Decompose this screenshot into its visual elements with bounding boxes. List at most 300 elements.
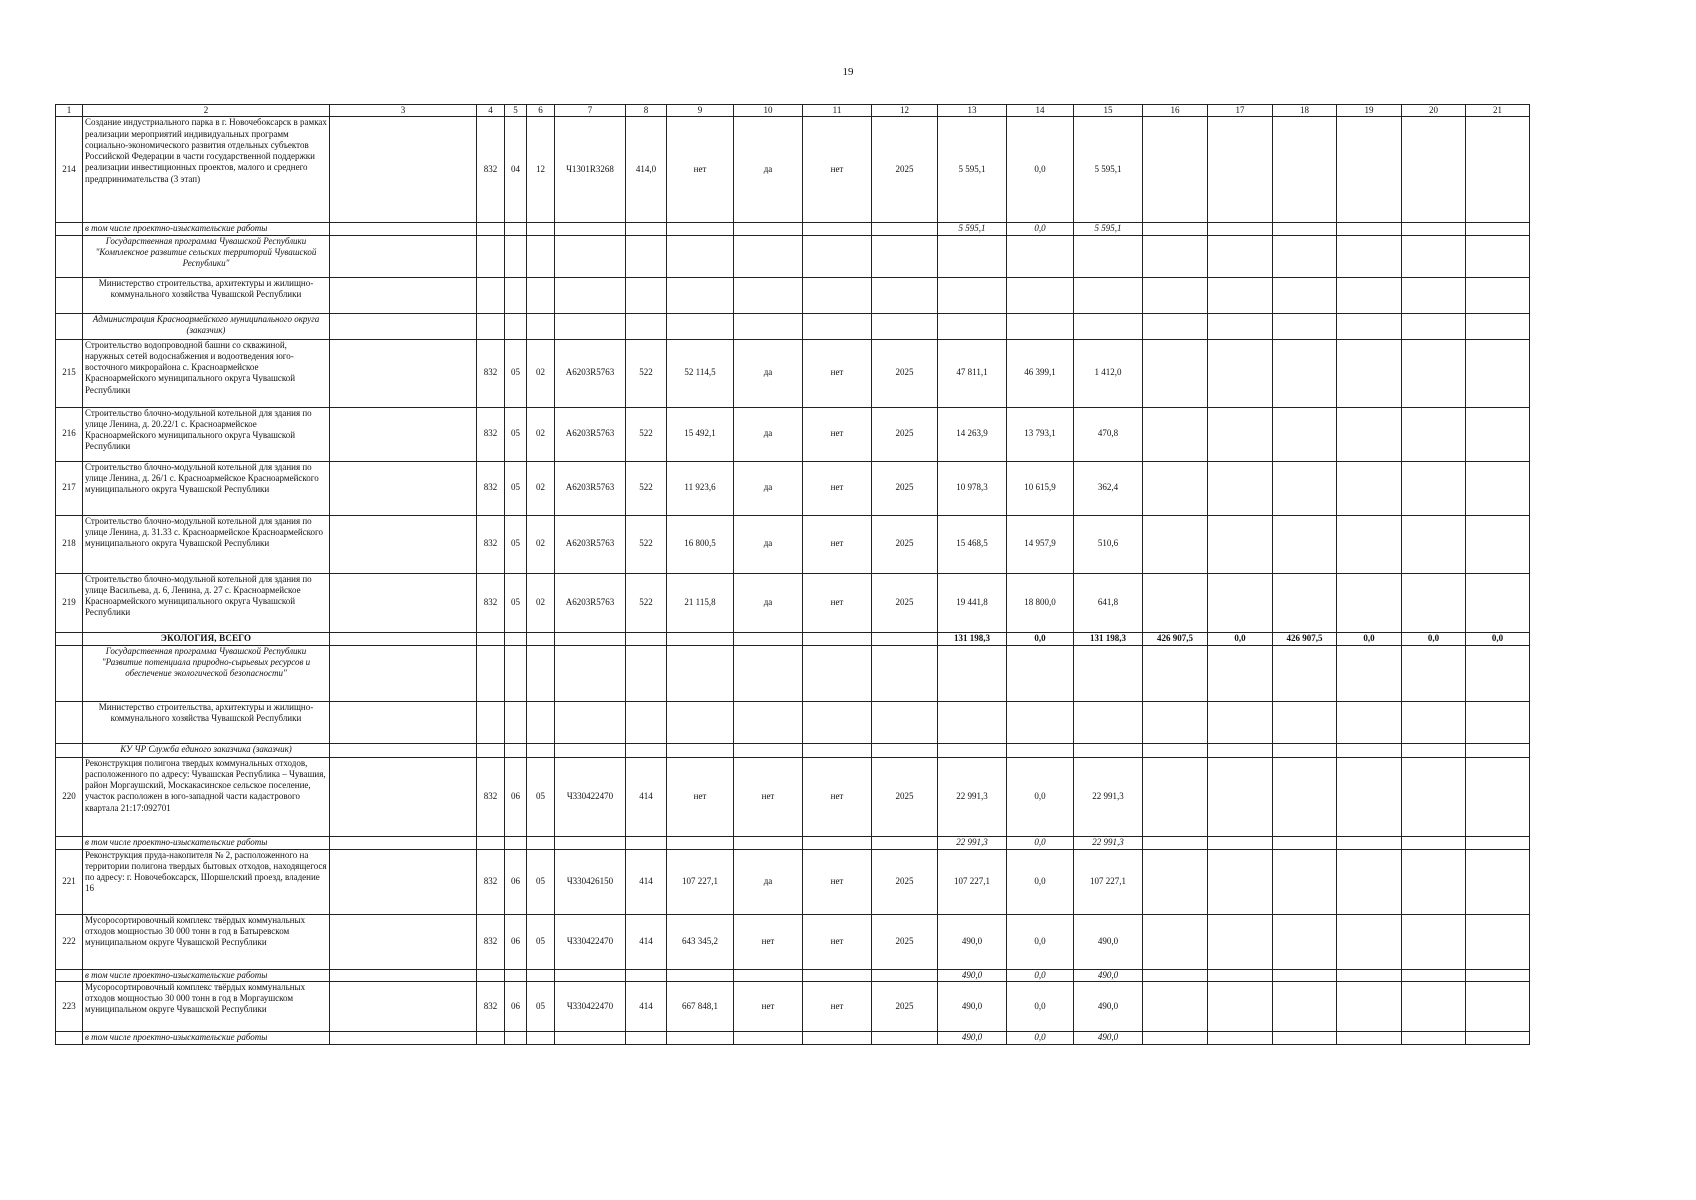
empty-cell xyxy=(330,117,477,223)
empty-cell xyxy=(1273,223,1337,235)
row-number: 215 xyxy=(56,339,83,407)
empty-cell xyxy=(872,277,938,313)
cell-rz: 06 xyxy=(505,981,527,1031)
cell-federal-2025: 0,0 xyxy=(1007,1031,1074,1044)
cell-rz: 06 xyxy=(505,757,527,836)
col-number: 17 xyxy=(1208,105,1273,117)
empty-cell xyxy=(1143,223,1208,235)
empty-cell xyxy=(527,277,555,313)
cell-rz: 04 xyxy=(505,117,527,223)
empty-cell xyxy=(1402,461,1466,515)
cell-pr: 02 xyxy=(527,515,555,573)
cell-year: 2025 xyxy=(872,849,938,914)
empty-cell xyxy=(330,836,477,849)
empty-cell xyxy=(1402,407,1466,461)
cell-c10: да xyxy=(734,117,803,223)
empty-cell xyxy=(1337,515,1402,573)
cell-c11: нет xyxy=(803,981,872,1031)
table-row xyxy=(56,914,1530,969)
cell-rz: 06 xyxy=(505,849,527,914)
empty-cell xyxy=(1273,969,1337,981)
empty-cell xyxy=(667,235,734,277)
empty-cell xyxy=(330,914,477,969)
cell-federal-2025: 0,0 xyxy=(1007,223,1074,235)
empty-cell xyxy=(1337,645,1402,701)
empty-cell xyxy=(1466,339,1530,407)
empty-cell xyxy=(667,1031,734,1044)
empty-cell xyxy=(1337,117,1402,223)
empty-cell xyxy=(1208,836,1273,849)
customer-row xyxy=(56,743,1530,757)
ministry-title: Министерство строительства, архитектуры и жилищно-коммунального хозяйства Чувашской Республики xyxy=(83,701,330,743)
empty-cell xyxy=(555,223,626,235)
empty-cell xyxy=(330,313,477,339)
empty-cell xyxy=(527,1031,555,1044)
object-name: Строительство водопроводной башни со скважиной, наружных сетей водоснабжения и водоотведения юго-восточного микрорайона с. Красноармейское Красноармейского муниципального округа Чувашской Республики xyxy=(83,339,330,407)
cell-vr: 522 xyxy=(626,515,667,573)
table-row xyxy=(56,407,1530,461)
empty-cell xyxy=(938,743,1007,757)
cell-total-2025: 490,0 xyxy=(938,969,1007,981)
empty-cell xyxy=(1208,461,1273,515)
empty-cell xyxy=(330,223,477,235)
cell-rz: 05 xyxy=(505,339,527,407)
empty-cell xyxy=(1466,969,1530,981)
row-number: 221 xyxy=(56,849,83,914)
cell-total-2025: 5 595,1 xyxy=(938,117,1007,223)
empty-cell xyxy=(1208,1031,1273,1044)
cell-vr: 414,0 xyxy=(626,117,667,223)
empty-cell xyxy=(527,313,555,339)
empty-cell xyxy=(803,235,872,277)
empty-cell xyxy=(626,1031,667,1044)
cell-federal-2025: 0,0 xyxy=(1007,836,1074,849)
cell-total-2025: 107 227,1 xyxy=(938,849,1007,914)
empty-cell xyxy=(734,969,803,981)
table-row xyxy=(56,461,1530,515)
empty-cell xyxy=(1402,515,1466,573)
empty-cell xyxy=(555,632,626,645)
cell-regional-2025: 5 595,1 xyxy=(1074,117,1143,223)
row-number: 220 xyxy=(56,757,83,836)
empty-cell xyxy=(626,235,667,277)
cell-c10: да xyxy=(734,573,803,632)
empty-cell xyxy=(477,969,505,981)
empty-cell xyxy=(1007,313,1074,339)
empty-cell xyxy=(1402,313,1466,339)
empty-cell xyxy=(56,701,83,743)
cell-c10: да xyxy=(734,461,803,515)
cell-year: 2025 xyxy=(872,914,938,969)
empty-cell xyxy=(505,969,527,981)
empty-cell xyxy=(734,277,803,313)
object-name: Строительство блочно-модульной котельной для здания по улице Ленина, д. 20.22/1 с. Красноармейское Красноармейского муниципального округа Чувашской Республики xyxy=(83,407,330,461)
empty-cell xyxy=(1466,277,1530,313)
empty-cell xyxy=(1143,743,1208,757)
empty-cell xyxy=(477,836,505,849)
empty-cell xyxy=(1402,573,1466,632)
cell-c11: нет xyxy=(803,407,872,461)
empty-cell xyxy=(527,645,555,701)
empty-cell xyxy=(1208,757,1273,836)
cell-gr: 832 xyxy=(477,914,505,969)
empty-cell xyxy=(803,632,872,645)
empty-cell xyxy=(1143,515,1208,573)
cell-total-2025: 19 441,8 xyxy=(938,573,1007,632)
cell-pr: 05 xyxy=(527,849,555,914)
regional-2027: 0,0 xyxy=(1466,632,1530,645)
empty-cell xyxy=(1143,313,1208,339)
empty-cell xyxy=(1337,461,1402,515)
empty-cell xyxy=(872,645,938,701)
cell-rz: 05 xyxy=(505,407,527,461)
empty-cell xyxy=(734,645,803,701)
total-2027: 0,0 xyxy=(1337,632,1402,645)
empty-cell xyxy=(477,701,505,743)
empty-cell xyxy=(477,632,505,645)
empty-cell xyxy=(527,836,555,849)
program-title: Государственная программа Чувашской Республики "Комплексное развитие сельских территорий Чувашской Республики" xyxy=(83,235,330,277)
table-row xyxy=(56,757,1530,836)
empty-cell xyxy=(1337,969,1402,981)
empty-cell xyxy=(667,223,734,235)
empty-cell xyxy=(330,743,477,757)
cell-gr: 832 xyxy=(477,573,505,632)
col-number: 4 xyxy=(477,105,505,117)
ministry-row xyxy=(56,277,1530,313)
cell-total-2025: 490,0 xyxy=(938,914,1007,969)
empty-cell xyxy=(734,743,803,757)
empty-cell xyxy=(477,277,505,313)
empty-cell xyxy=(803,223,872,235)
empty-cell xyxy=(1402,223,1466,235)
empty-cell xyxy=(56,836,83,849)
empty-cell xyxy=(734,313,803,339)
cell-c9: 643 345,2 xyxy=(667,914,734,969)
empty-cell xyxy=(1402,969,1466,981)
empty-cell xyxy=(330,645,477,701)
empty-cell xyxy=(1273,849,1337,914)
cell-csr: А6203R5763 xyxy=(555,573,626,632)
empty-cell xyxy=(1402,645,1466,701)
empty-cell xyxy=(734,632,803,645)
empty-cell xyxy=(1466,914,1530,969)
total-2025: 131 198,3 xyxy=(938,632,1007,645)
cell-total-2025: 5 595,1 xyxy=(938,223,1007,235)
empty-cell xyxy=(505,701,527,743)
cell-regional-2025: 490,0 xyxy=(1074,969,1143,981)
empty-cell xyxy=(1007,645,1074,701)
empty-cell xyxy=(477,313,505,339)
empty-cell xyxy=(803,645,872,701)
empty-cell xyxy=(505,277,527,313)
empty-cell xyxy=(555,969,626,981)
empty-cell xyxy=(1337,1031,1402,1044)
empty-cell xyxy=(1273,277,1337,313)
empty-cell xyxy=(626,632,667,645)
empty-cell xyxy=(330,849,477,914)
empty-cell xyxy=(667,701,734,743)
col-number: 2 xyxy=(83,105,330,117)
empty-cell xyxy=(938,313,1007,339)
empty-cell xyxy=(555,277,626,313)
empty-cell xyxy=(667,277,734,313)
empty-cell xyxy=(330,969,477,981)
empty-cell xyxy=(1273,407,1337,461)
cell-year: 2025 xyxy=(872,117,938,223)
empty-cell xyxy=(1007,701,1074,743)
cell-federal-2025: 13 793,1 xyxy=(1007,407,1074,461)
design-works-label: в том числе проектно-изыскательские работы xyxy=(83,223,330,235)
empty-cell xyxy=(1208,223,1273,235)
cell-federal-2025: 0,0 xyxy=(1007,981,1074,1031)
cell-vr: 414 xyxy=(626,849,667,914)
cell-rz: 05 xyxy=(505,461,527,515)
cell-year: 2025 xyxy=(872,981,938,1031)
object-name: Строительство блочно-модульной котельной для здания по улице Ленина, д. 31.33 с. Красноармейское Красноармейского муниципального округа Чувашской Республики xyxy=(83,515,330,573)
empty-cell xyxy=(734,1031,803,1044)
col-number: 5 xyxy=(505,105,527,117)
empty-cell xyxy=(527,969,555,981)
empty-cell xyxy=(1466,461,1530,515)
empty-cell xyxy=(56,969,83,981)
cell-pr: 05 xyxy=(527,757,555,836)
object-name: Реконструкция пруда-накопителя № 2, расположенного на территории полигона твердых бытовых отходов, находящегося по адресу: г. Новочебоксарск, Шоршелский проезд, владение 16 xyxy=(83,849,330,914)
cell-rz: 05 xyxy=(505,573,527,632)
cell-regional-2025: 490,0 xyxy=(1074,914,1143,969)
cell-pr: 05 xyxy=(527,914,555,969)
cell-federal-2025: 0,0 xyxy=(1007,757,1074,836)
empty-cell xyxy=(1273,645,1337,701)
cell-pr: 05 xyxy=(527,981,555,1031)
empty-cell xyxy=(872,632,938,645)
empty-cell xyxy=(1466,701,1530,743)
empty-cell xyxy=(1208,407,1273,461)
table-row xyxy=(56,573,1530,632)
cell-c10: да xyxy=(734,849,803,914)
empty-cell xyxy=(1208,313,1273,339)
customer-row xyxy=(56,313,1530,339)
empty-cell xyxy=(1074,235,1143,277)
empty-cell xyxy=(505,743,527,757)
empty-cell xyxy=(1208,515,1273,573)
cell-csr: Ч330422470 xyxy=(555,914,626,969)
empty-cell xyxy=(1273,117,1337,223)
col-number: 15 xyxy=(1074,105,1143,117)
cell-pr: 02 xyxy=(527,407,555,461)
empty-cell xyxy=(1273,461,1337,515)
empty-cell xyxy=(1402,339,1466,407)
empty-cell xyxy=(505,836,527,849)
cell-total-2025: 47 811,1 xyxy=(938,339,1007,407)
federal-2027: 0,0 xyxy=(1402,632,1466,645)
empty-cell xyxy=(330,981,477,1031)
empty-cell xyxy=(56,277,83,313)
cell-vr: 522 xyxy=(626,461,667,515)
design-works-row xyxy=(56,1031,1530,1044)
empty-cell xyxy=(330,1031,477,1044)
table-row xyxy=(56,981,1530,1031)
cell-year: 2025 xyxy=(872,461,938,515)
empty-cell xyxy=(1143,969,1208,981)
empty-cell xyxy=(734,223,803,235)
cell-vr: 522 xyxy=(626,573,667,632)
empty-cell xyxy=(330,515,477,573)
design-works-row xyxy=(56,969,1530,981)
empty-cell xyxy=(1143,339,1208,407)
empty-cell xyxy=(1466,743,1530,757)
empty-cell xyxy=(1337,757,1402,836)
empty-cell xyxy=(1466,117,1530,223)
empty-cell xyxy=(56,235,83,277)
cell-vr: 414 xyxy=(626,981,667,1031)
empty-cell xyxy=(477,223,505,235)
object-name: Мусоросортировочный комплекс твёрдых коммунальных отходов мощностью 30 000 тонн в год в Моргаушском муниципальном округе Чувашской Республики xyxy=(83,981,330,1031)
cell-regional-2025: 22 991,3 xyxy=(1074,757,1143,836)
cell-regional-2025: 490,0 xyxy=(1074,981,1143,1031)
col-number: 16 xyxy=(1143,105,1208,117)
empty-cell xyxy=(555,836,626,849)
cell-federal-2025: 10 615,9 xyxy=(1007,461,1074,515)
col-number: 14 xyxy=(1007,105,1074,117)
cell-regional-2025: 107 227,1 xyxy=(1074,849,1143,914)
empty-cell xyxy=(803,1031,872,1044)
empty-cell xyxy=(1273,701,1337,743)
empty-cell xyxy=(56,645,83,701)
empty-cell xyxy=(626,223,667,235)
empty-cell xyxy=(477,743,505,757)
empty-cell xyxy=(1337,914,1402,969)
empty-cell xyxy=(527,632,555,645)
empty-cell xyxy=(626,969,667,981)
empty-cell xyxy=(1143,277,1208,313)
cell-total-2025: 10 978,3 xyxy=(938,461,1007,515)
cell-year: 2025 xyxy=(872,757,938,836)
cell-total-2025: 22 991,3 xyxy=(938,757,1007,836)
empty-cell xyxy=(1007,743,1074,757)
empty-cell xyxy=(1402,235,1466,277)
cell-regional-2025: 22 991,3 xyxy=(1074,836,1143,849)
empty-cell xyxy=(330,757,477,836)
empty-cell xyxy=(505,235,527,277)
table-row xyxy=(56,515,1530,573)
cell-federal-2025: 0,0 xyxy=(1007,849,1074,914)
empty-cell xyxy=(667,969,734,981)
empty-cell xyxy=(1143,701,1208,743)
empty-cell xyxy=(872,223,938,235)
empty-cell xyxy=(667,313,734,339)
empty-cell xyxy=(1208,339,1273,407)
cell-csr: Ч330422470 xyxy=(555,757,626,836)
row-number: 222 xyxy=(56,914,83,969)
empty-cell xyxy=(1208,701,1273,743)
empty-cell xyxy=(1466,1031,1530,1044)
cell-federal-2025: 46 399,1 xyxy=(1007,339,1074,407)
empty-cell xyxy=(1466,515,1530,573)
empty-cell xyxy=(527,223,555,235)
cell-federal-2025: 14 957,9 xyxy=(1007,515,1074,573)
cell-c11: нет xyxy=(803,849,872,914)
empty-cell xyxy=(1143,461,1208,515)
row-number: 219 xyxy=(56,573,83,632)
empty-cell xyxy=(1466,757,1530,836)
cell-c10: да xyxy=(734,407,803,461)
federal-2025: 0,0 xyxy=(1007,632,1074,645)
empty-cell xyxy=(1208,849,1273,914)
cell-federal-2025: 18 800,0 xyxy=(1007,573,1074,632)
empty-cell xyxy=(527,743,555,757)
cell-gr: 832 xyxy=(477,117,505,223)
empty-cell xyxy=(938,277,1007,313)
empty-cell xyxy=(1208,981,1273,1031)
empty-cell xyxy=(56,313,83,339)
empty-cell xyxy=(1208,117,1273,223)
empty-cell xyxy=(330,407,477,461)
empty-cell xyxy=(1337,981,1402,1031)
empty-cell xyxy=(555,645,626,701)
empty-cell xyxy=(1337,235,1402,277)
empty-cell xyxy=(626,743,667,757)
empty-cell xyxy=(330,701,477,743)
empty-cell xyxy=(56,1031,83,1044)
empty-cell xyxy=(1273,914,1337,969)
table-row xyxy=(56,849,1530,914)
empty-cell xyxy=(938,235,1007,277)
empty-cell xyxy=(555,235,626,277)
cell-c10: нет xyxy=(734,757,803,836)
col-number: 13 xyxy=(938,105,1007,117)
cell-c11: нет xyxy=(803,515,872,573)
ecology-total-label: ЭКОЛОГИЯ, ВСЕГО xyxy=(83,632,330,645)
cell-c9: нет xyxy=(667,117,734,223)
empty-cell xyxy=(330,573,477,632)
empty-cell xyxy=(1273,313,1337,339)
cell-vr: 522 xyxy=(626,407,667,461)
cell-gr: 832 xyxy=(477,339,505,407)
cell-regional-2025: 641,8 xyxy=(1074,573,1143,632)
empty-cell xyxy=(1337,339,1402,407)
cell-c9: 52 114,5 xyxy=(667,339,734,407)
empty-cell xyxy=(1143,914,1208,969)
empty-cell xyxy=(1466,313,1530,339)
empty-cell xyxy=(56,743,83,757)
col-number: 11 xyxy=(803,105,872,117)
empty-cell xyxy=(872,836,938,849)
regional-2026: 426 907,5 xyxy=(1273,632,1337,645)
empty-cell xyxy=(555,313,626,339)
col-number: 10 xyxy=(734,105,803,117)
empty-cell xyxy=(1273,757,1337,836)
empty-cell xyxy=(626,277,667,313)
cell-c9: 21 115,8 xyxy=(667,573,734,632)
cell-c11: нет xyxy=(803,461,872,515)
empty-cell xyxy=(1074,313,1143,339)
cell-gr: 832 xyxy=(477,849,505,914)
empty-cell xyxy=(872,1031,938,1044)
empty-cell xyxy=(803,743,872,757)
empty-cell xyxy=(803,701,872,743)
empty-cell xyxy=(330,632,477,645)
empty-cell xyxy=(1466,223,1530,235)
empty-cell xyxy=(667,836,734,849)
empty-cell xyxy=(626,701,667,743)
federal-2026: 0,0 xyxy=(1208,632,1273,645)
empty-cell xyxy=(1273,515,1337,573)
empty-cell xyxy=(505,223,527,235)
cell-c11: нет xyxy=(803,757,872,836)
empty-cell xyxy=(56,632,83,645)
empty-cell xyxy=(330,461,477,515)
